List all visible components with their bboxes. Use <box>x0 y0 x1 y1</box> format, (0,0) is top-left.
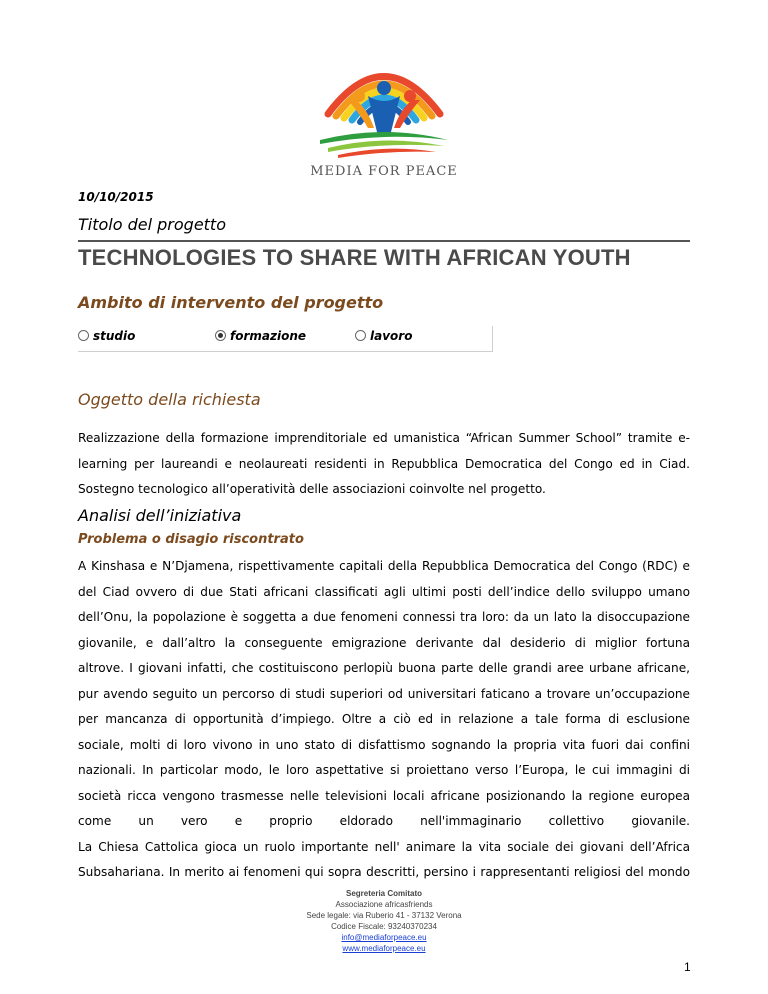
text-line: società ricca vengono trasmesse nelle televisioni locali africane posizionando la regione europea <box>78 788 690 803</box>
text-line: Realizzazione della formazione imprenditoriale ed umanistica “African Summer School” tramite e- <box>78 431 690 445</box>
text-line: per mancanza di opportunità d’impiego. Oltre a ciò ed in relazione a tale forma di esclusione <box>78 712 690 726</box>
text-line: giovanile, e dall’altro la conseguente emigrazione derivante dal desiderio di miglior fortuna <box>78 635 690 650</box>
text-line: altrove. I giovani infatti, che costituiscono perlopiù buona parte delle grandi aree urbane africane, <box>78 661 690 675</box>
text-line: La Chiesa Cattolica gioca un ruolo importante nell' animare la vita sociale dei giovani dell’Africa <box>78 839 690 854</box>
footer-line: Codice Fiscale: 93240370234 <box>331 922 437 931</box>
text-line: del Ciad ovvero di due Stati africani classificati agli ultimi posti dell’indice dello sviluppo umano <box>78 584 690 599</box>
option-studio[interactable] <box>78 329 135 343</box>
text-line: come un vero e proprio eldorado nell'immaginario collettivo giovanile. <box>78 814 690 828</box>
section-heading-oggetto: Oggetto della richiesta <box>78 390 261 409</box>
page-footer <box>0 888 768 954</box>
option-formazione[interactable] <box>215 329 306 343</box>
footer-org-title: Segreteria Comitato <box>345 889 423 898</box>
text-line: learning per laureandi e neolaureati residenti in Repubblica Democratica del Congo ed in Ciad. <box>78 456 690 471</box>
option-label: lavoro <box>370 329 413 343</box>
document-date: 10/10/2015 <box>78 190 154 204</box>
text-line: sociale, molti di loro vivono in uno stato di disfattismo sognando la propria vita fuori dai confini <box>78 737 690 752</box>
section-heading-ambito: Ambito di intervento del progetto <box>78 293 384 312</box>
logo-text: MEDIA FOR PEACE <box>310 164 458 179</box>
section-heading-analisi: Analisi dell’iniziativa <box>78 506 242 525</box>
option-lavoro[interactable] <box>355 329 412 343</box>
text-line: nazionali. In particolar modo, le loro aspettative si proiettano verso l’Europa, le cui immagini di <box>78 763 690 777</box>
radio-formazione[interactable] <box>215 330 226 341</box>
text-line: Subsahariana. In merito ai fenomeni qui sopra descritti, persino i rappresentanti religiosi del mondo <box>78 865 690 879</box>
title-label: Titolo del progetto <box>78 215 226 234</box>
project-title: TECHNOLOGIES TO SHARE WITH AFRICAN YOUTH <box>78 245 631 270</box>
page-number: 1 <box>684 960 691 974</box>
text-line: pur avendo seguito un percorso di studi superiori od universitari faticano a trovare un’occupazione <box>78 686 690 701</box>
footer-line: Sede legale: via Ruberio 41 - 37132 Verona <box>306 911 462 920</box>
text-line: Sostegno tecnologico all’operatività delle associazioni coinvolte nel progetto. <box>78 482 546 496</box>
option-label: formazione <box>230 329 307 343</box>
media-for-peace-logo <box>298 44 470 180</box>
oggetto-paragraph <box>78 426 690 503</box>
footer-website-link[interactable]: www.mediaforpeace.eu <box>342 944 426 953</box>
radio-lavoro[interactable] <box>355 330 366 341</box>
option-label: studio <box>93 329 136 343</box>
text-line: dell’Onu, la popolazione è soggetta a due fenomeni connessi tra loro: da un lato la disoccupazione <box>78 610 690 624</box>
footer-email-link[interactable]: info@mediaforpeace.eu <box>341 933 427 942</box>
footer-line: Associazione africasfriends <box>335 900 433 909</box>
radio-studio[interactable] <box>78 330 89 341</box>
subheading-problema: Problema o disagio riscontrato <box>78 532 304 547</box>
ambito-options <box>78 326 493 352</box>
text-line: A Kinshasa e N’Djamena, rispettivamente capitali della Repubblica Democratica del Congo (RDC) e <box>78 559 690 573</box>
title-divider <box>78 240 690 242</box>
analisi-paragraph <box>78 554 690 886</box>
